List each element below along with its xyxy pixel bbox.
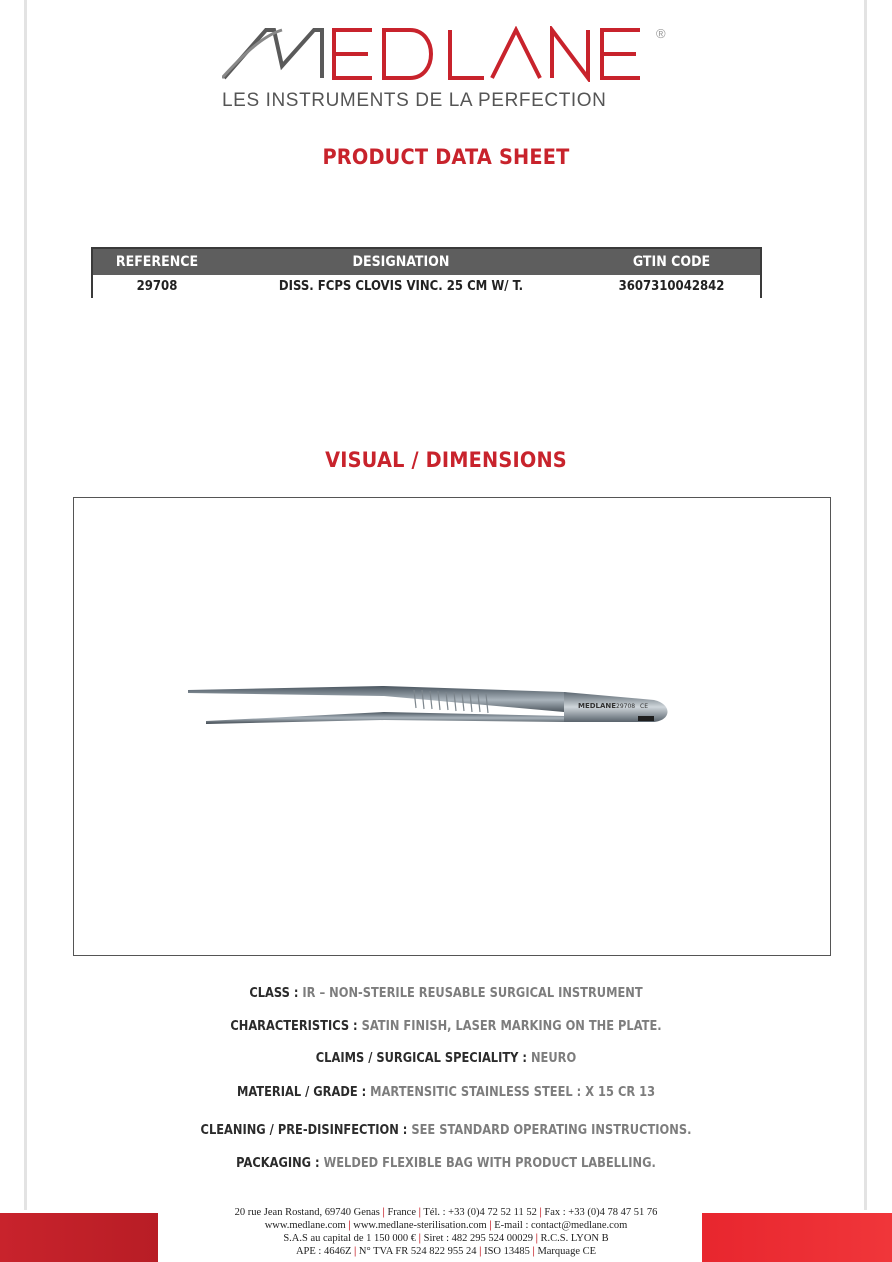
footer-website-sterilisation[interactable]: www.medlane-sterilisation.com — [353, 1220, 487, 1231]
header-designation: DESIGNATION — [352, 254, 450, 270]
spec-class-value: IR – NON-STERILE REUSABLE SURGICAL INSTRUMENT — [302, 986, 643, 1001]
footer-separator: | — [539, 1207, 542, 1218]
footer-ape: APE : 4646Z — [295, 1246, 352, 1257]
spec-packaging-label: PACKAGING : — [236, 1156, 324, 1171]
footer-separator: | — [532, 1246, 535, 1257]
page-border-left — [24, 0, 27, 1210]
footer-vat: N° TVA FR 524 822 955 24 — [358, 1246, 477, 1257]
spec-characteristics — [54, 1019, 839, 1034]
footer-phone: Tél. : +33 (0)4 72 52 11 52 — [423, 1207, 537, 1218]
footer-contact — [0, 1206, 892, 1258]
spec-claims-value: NEURO — [530, 1051, 577, 1066]
laser-marking-ce: CE — [640, 703, 648, 710]
footer-separator: | — [418, 1233, 421, 1244]
footer-fax: Fax : +33 (0)4 78 47 51 76 — [544, 1207, 658, 1218]
footer-separator: | — [489, 1220, 492, 1231]
table-row — [93, 275, 760, 298]
spec-cleaning-label: CLEANING / PRE-DISINFECTION : — [200, 1123, 412, 1138]
cell-reference: 29708 — [136, 279, 178, 294]
table-header — [93, 249, 760, 275]
footer-rcs: R.C.S. LYON B — [540, 1233, 609, 1244]
spec-cleaning-value: SEE STANDARD OPERATING INSTRUCTIONS. — [411, 1123, 692, 1138]
cell-gtin-code: 3607310042842 — [618, 279, 725, 294]
footer-ce-marking: Marquage CE — [537, 1246, 597, 1257]
header-gtin-code: GTIN CODE — [632, 254, 711, 270]
brand-wordmark — [222, 26, 652, 82]
footer-website[interactable]: www.medlane.com — [264, 1220, 346, 1231]
cell-designation: DISS. FCPS CLOVIS VINC. 25 CM W/ T. — [278, 279, 524, 294]
spec-packaging-value: WELDED FLEXIBLE BAG WITH PRODUCT LABELLING. — [323, 1156, 656, 1171]
brand-logo — [222, 26, 672, 116]
brand-tagline: LES INSTRUMENTS DE LA PERFECTION — [222, 90, 607, 111]
spec-claims — [54, 1051, 839, 1066]
footer-siret: Siret : 482 295 524 00029 — [423, 1233, 533, 1244]
registered-mark: ® — [656, 26, 666, 41]
footer-address: 20 rue Jean Rostand, 69740 Genas — [234, 1207, 380, 1218]
footer-line-address — [0, 1206, 892, 1219]
footer-separator: | — [353, 1246, 357, 1257]
forceps-image — [184, 678, 684, 748]
page-border-right — [864, 0, 867, 1210]
footer-separator: | — [479, 1246, 482, 1257]
footer-separator: | — [382, 1207, 385, 1218]
footer-line-legal — [0, 1245, 892, 1258]
footer-country: France — [387, 1207, 417, 1218]
spec-claims-label: CLAIMS / SURGICAL SPECIALITY : — [315, 1051, 531, 1066]
laser-marking-code: 29708 — [616, 703, 636, 710]
footer-separator: | — [348, 1220, 351, 1231]
header-reference: REFERENCE — [115, 254, 199, 270]
spec-material-value: MARTENSITIC STAINLESS STEEL : X 15 CR 13 — [370, 1085, 656, 1100]
spec-characteristics-value: SATIN FINISH, LASER MARKING ON THE PLATE. — [361, 1019, 662, 1034]
spec-material-label: MATERIAL / GRADE : — [236, 1085, 371, 1100]
footer-iso: ISO 13485 — [484, 1246, 530, 1257]
footer-separator: | — [418, 1207, 421, 1218]
visual-dimensions-title: VISUAL / DIMENSIONS — [325, 448, 567, 472]
footer-line-web — [0, 1219, 892, 1232]
footer-capital: S.A.S au capital de 1 150 000 € — [283, 1233, 417, 1244]
spec-cleaning — [54, 1123, 839, 1138]
product-table — [91, 247, 762, 298]
footer-line-company — [0, 1232, 892, 1245]
spec-characteristics-label: CHARACTERISTICS : — [230, 1019, 362, 1034]
laser-marking-brand: MEDLANE — [578, 702, 617, 710]
spec-material — [54, 1085, 839, 1100]
spec-packaging — [54, 1156, 839, 1171]
footer-email[interactable]: E-mail : contact@medlane.com — [494, 1220, 628, 1231]
spec-class — [54, 986, 839, 1001]
spec-class-label: CLASS : — [249, 986, 303, 1001]
footer-separator: | — [535, 1233, 538, 1244]
product-visual-frame — [73, 497, 831, 956]
product-data-sheet-title: PRODUCT DATA SHEET — [322, 145, 570, 169]
